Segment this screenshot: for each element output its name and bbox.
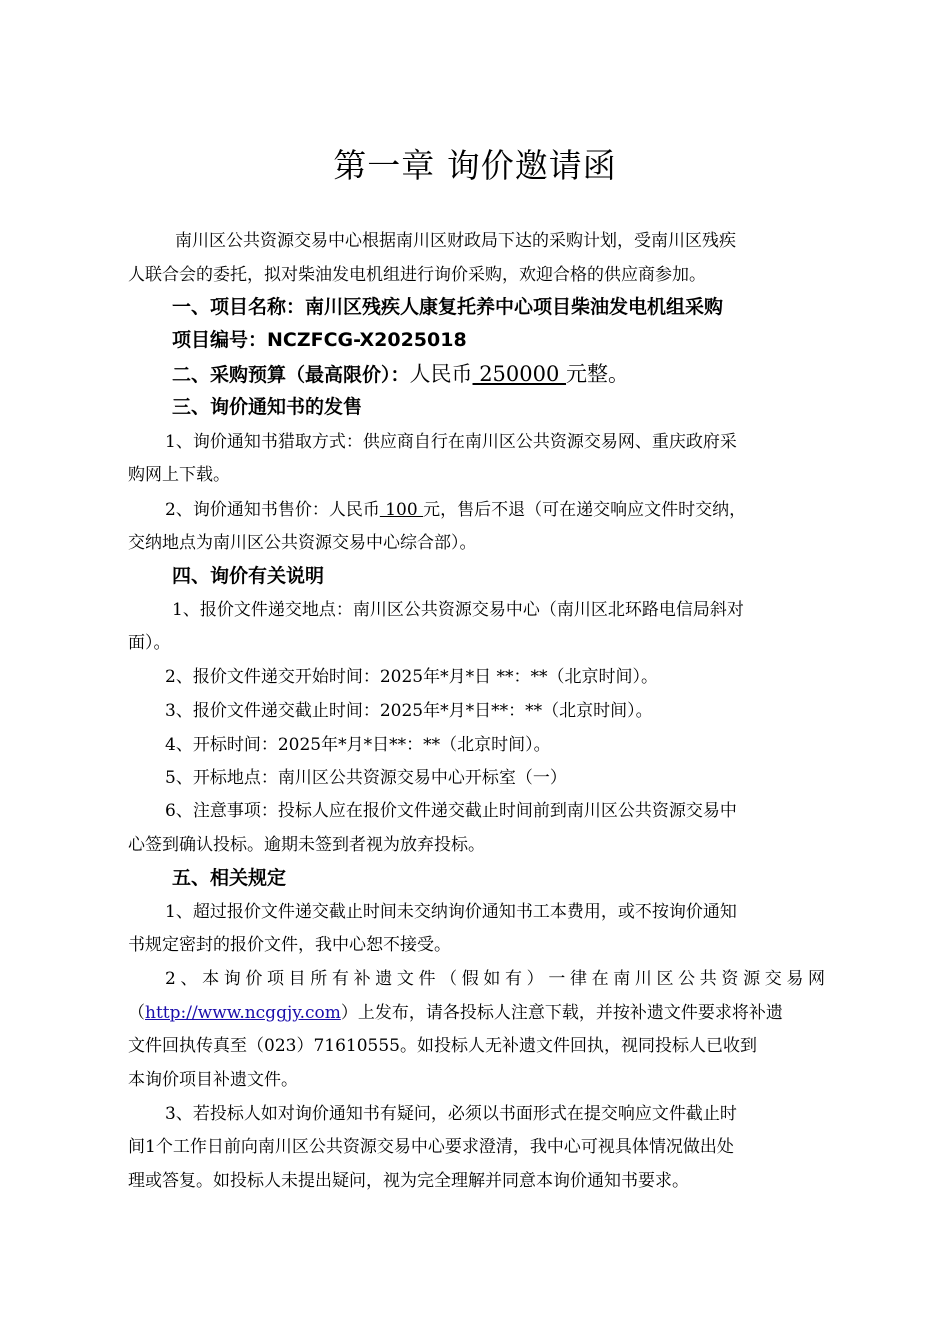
s4-item-1-line-2: 面）。	[128, 633, 171, 653]
budget-prefix: 人民币	[409, 362, 473, 386]
s3-item-2-amount: 100	[379, 500, 424, 520]
s3-item-2-rest: 元，售后不退（可在递交响应文件时交纳，	[423, 500, 747, 520]
s5-item-3-line-1: 3、若投标人如对询价通知书有疑问，必须以书面形式在提交响应文件截止时	[165, 1104, 737, 1124]
s5-item-1-line-2: 书规定密封的报价文件，我中心恕不接受。	[128, 935, 451, 955]
section-2-heading: 二、采购预算（最高限价）：	[172, 364, 410, 386]
s5-item-3-line-2: 间1个工作日前向南川区公共资源交易中心要求澄清，我中心可视具体情况做出处	[128, 1137, 734, 1157]
s5-item-2-line-2	[128, 1000, 828, 1026]
section-1-heading: 一、项目名称：南川区残疾人康复托养中心项目柴油发电机组采购	[172, 296, 724, 318]
intro-line-1: 南川区公共资源交易中心根据南川区财政局下达的采购计划，受南川区残疾	[175, 231, 736, 251]
section-3-heading: 三、询价通知书的发售	[172, 396, 363, 418]
s3-item-2-line-1	[165, 497, 825, 523]
s5-item-2-line-4: 本询价项目补遗文件。	[128, 1070, 298, 1090]
section-5-heading: 五、相关规定	[172, 867, 287, 889]
s4-item-6-line-2: 心签到确认投标。逾期未签到者视为放弃投标。	[128, 835, 485, 855]
s3-item-2-prefix: 2、询价通知书售价：人民币	[165, 500, 380, 520]
section-2-line	[172, 359, 872, 391]
s5-item-2-line-1: 2、本询价项目所有补遗文件（假如有）一律在南川区公共资源交易网	[165, 969, 825, 989]
project-code: 项目编号：NCZFCG-X2025018	[172, 329, 467, 351]
s4-item-5: 5、开标地点：南川区公共资源交易中心开标室（一）	[165, 768, 567, 788]
s4-item-2: 2、报价文件递交开始时间：2025年*月*日 **：**（北京时间）。	[165, 667, 658, 687]
s5-item-2-line-3: 文件回执传真至（023）71610555。如投标人无补遗文件回执，视同投标人已收到	[128, 1036, 757, 1056]
budget-amount: 250000	[472, 362, 567, 386]
website-link[interactable]: http://www.ncggjy.com	[145, 1003, 341, 1023]
budget-suffix: 元整。	[566, 362, 630, 386]
intro-line-2: 人联合会的委托，拟对柴油发电机组进行询价采购，欢迎合格的供应商参加。	[128, 265, 706, 285]
s3-item-2-line-2: 交纳地点为南川区公共资源交易中心综合部）。	[128, 533, 477, 553]
page-title: 第一章 询价邀请函	[333, 146, 617, 185]
s5-item-3-line-3: 理或答复。如投标人未提出疑问，视为完全理解并同意本询价通知书要求。	[128, 1171, 689, 1191]
s4-item-3: 3、报价文件递交截止时间：2025年*月*日**：**（北京时间）。	[165, 701, 653, 721]
s4-item-6-line-1: 6、注意事项：投标人应在报价文件递交截止时间前到南川区公共资源交易中	[165, 801, 737, 821]
s5-item-1-line-1: 1、超过报价文件递交截止时间未交纳询价通知书工本费用，或不按询价通知	[165, 902, 737, 922]
s4-item-4: 4、开标时间：2025年*月*日**：**（北京时间）。	[165, 735, 551, 755]
s3-item-1-line-2: 购网上下载。	[128, 465, 230, 485]
s5-item-2-paren-open: （	[128, 1003, 145, 1023]
section-4-heading: 四、询价有关说明	[172, 565, 325, 587]
s3-item-1-line-1: 1、询价通知书猎取方式：供应商自行在南川区公共资源交易网、重庆政府采	[165, 432, 737, 452]
s5-item-2-line-2-rest: ）上发布，请各投标人注意下载，并按补遗文件要求将补遗	[340, 1003, 783, 1023]
s4-item-1-line-1: 1、报价文件递交地点：南川区公共资源交易中心（南川区北环路电信局斜对	[172, 600, 744, 620]
